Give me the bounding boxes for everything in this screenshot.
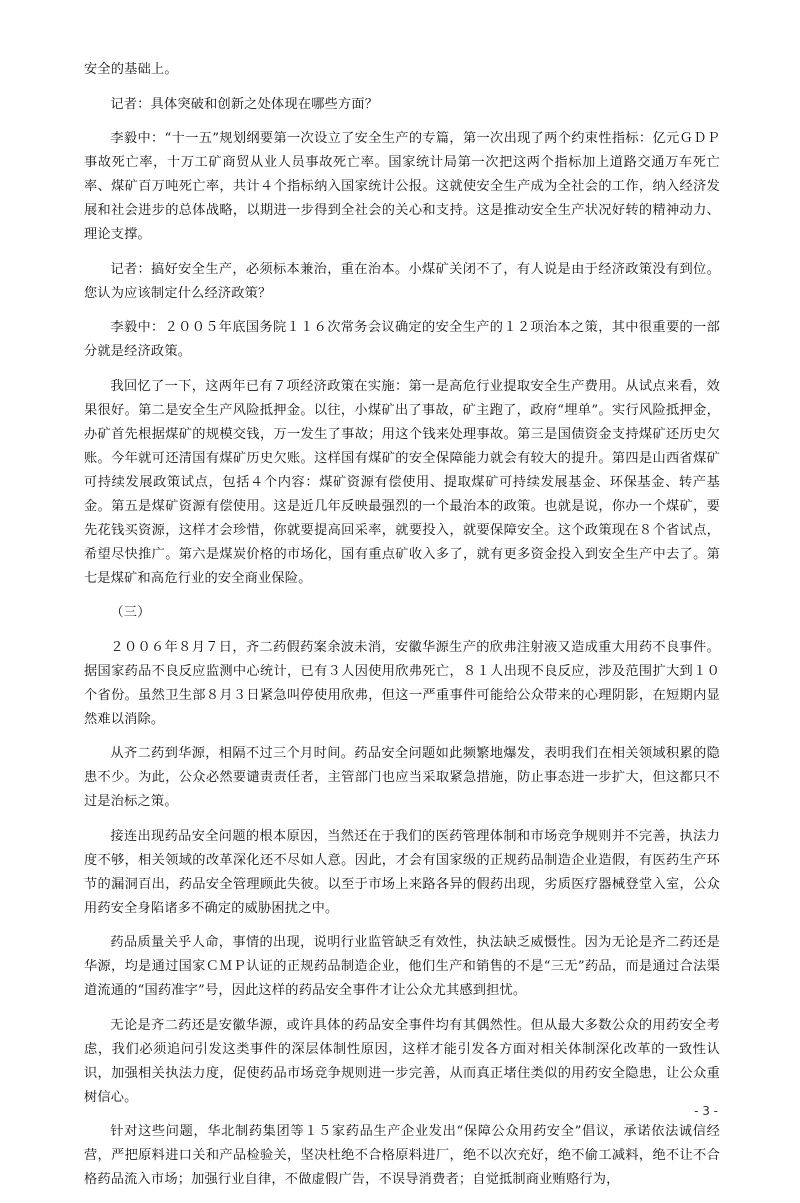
paragraph-systemic-reasons: 无论是齐二药还是安徽华源，或许具体的药品安全事件均有其偶然性。但从最大多数公众的用药安全考虑，我们必须追问引发这类事件的深层体制性原因，这样才能引发各方面对相关体制深化改革的一致性认识，加强相关执法力度，促使药品市场竞争规则进一步完善，从而真正堵住类似的用药安全隐患，让公众重树信心。 (84, 1017, 720, 1105)
paragraph-drug-quality: 药品质量关乎人命，事情的出现，说明行业监管缺乏有效性，执法缺乏威慑性。因为无论是齐二药还是华源，均是通过国家ＣＭＰ认证的正规药品制造企业，他们生产和销售的不是“三无”药品，而是通过合法渠道流通的“国药准字”号，因此这样的药品安全事件才让公众尤其感到担忧。 (84, 935, 720, 998)
paragraph-li-answer-2: 李毅中：２００５年底国务院１１６次常务会议确定的安全生产的１２项治本之策，其中很重要的一部分就是经济政策。 (84, 320, 720, 359)
paragraph-li-answer-1: 李毅中：“十一五”规划纲要第一次设立了安全生产的专篇，第一次出现了两个约束性指标：亿元ＧＤＰ事故死亡率，十万工矿商贸从业人员事故死亡率。国家统计局第一次把这两个指标加上道路交通万车死亡率、煤矿百万吨死亡率，共计４个指标纳入国家统计公报。这就使安全生产成为全社会的工作，纳入经济发展和社会进步的总体战略，以期进一步得到全社会的关心和支持。这是推动安全生产状况好转的精神动力、理论支撑。 (84, 131, 720, 242)
paragraph-root-cause: 接连出现药品安全问题的根本原因，当然还在于我们的医药管理体制和市场竞争规则并不完善，执法力度不够，相关领域的改革深化还不尽如人意。因此，才会有国家级的正规药品制造企业造假，有医药生产环节的漏洞百出，药品安全管理顾此失彼。以至于市场上来路各异的假药出现，劣质医疗器械登堂入室，公众用药安全身陷诸多不确定的威胁困扰之中。 (84, 828, 720, 916)
paragraph-qier-to-huayuan: 从齐二药到华源，相隔不过三个月时间。药品安全问题如此频繁地爆发，表明我们在相关领域积累的隐患不少。为此，公众必然要谴责责任者，主管部门也应当采取紧急措施，防止事态进一步扩大，但这都只不过是治标之策。 (84, 746, 720, 809)
paragraph-economic-policies: 我回忆了一下，这两年已有７项经济政策在实施：第一是高危行业提取安全生产费用。从试点来看，效果很好。第二是安全生产风险抵押金。以往，小煤矿出了事故，矿主跑了，政府“埋单”。实行风险抵押金，办矿首先根据煤矿的规模交钱，万一发生了事故；用这个钱来处理事故。第三是国债资金支持煤矿还历史欠账。今年就可还清国有煤矿历史欠账。这样国有煤矿的安全保障能力就会有较大的提升。第四是山西省煤矿可持续发展政策试点，包括４个内容：煤矿资源有偿使用、提取煤矿可持续发展基金、环保基金、转产基金。第五是煤矿资源有偿使用。这是近几年反映最强烈的一个最治本的政策。也就是说，你办一个煤矿，要先花钱买资源，这样才会珍惜，你就要提高回采率，就要投入，就要保障安全。这个政策现在８个省试点，希望尽快推广。第六是煤炭价格的市场化，国有重点矿收入多了，就有更多资金投入到安全生产中去了。第七是煤矿和高危行业的安全商业保险。 (84, 378, 720, 586)
page-number: - 3 - (694, 1104, 718, 1118)
paragraph-industry-initiative: 针对这些问题，华北制药集团等１５家药品生产企业发出“保障公众用药安全”倡议，承诺依法诚信经营，严把原料进口关和产品检验关，坚决杜绝不合格原料进厂，绝不以次充好，绝不偷工减料，绝不让不合格药品流入市场；加强行业自律，不做虚假广告，不误导消费者；自觉抵制商业贿赂行为， (84, 1124, 720, 1187)
paragraph-continuation: 安全的基础上。 (84, 62, 178, 77)
paragraph-reporter-question-2: 记者：搞好安全生产，必须标本兼治，重在治本。小煤矿关闭不了，有人说是由于经济政策没有到位。您认为应该制定什么经济政策？ (84, 261, 720, 301)
section-heading-3: （三） (110, 605, 151, 620)
paragraph-reporter-question-1: 记者：具体突破和创新之处体现在哪些方面？ (110, 96, 379, 112)
document-body (84, 58, 720, 1203)
paragraph-xinfu-incident: ２００６年８月７日，齐二药假药案余波未消，安徽华源生产的欣弗注射液又造成重大用药不良事件。据国家药品不良反应监测中心统计，已有３人因使用欣弗死亡，８１人出现不良反应，涉及范围扩大到１０个省份。虽然卫生部８月３日紧急叫停使用欣弗，但这一严重事件可能给公众带来的心理阴影，在短期内显然难以消除。 (84, 639, 720, 727)
